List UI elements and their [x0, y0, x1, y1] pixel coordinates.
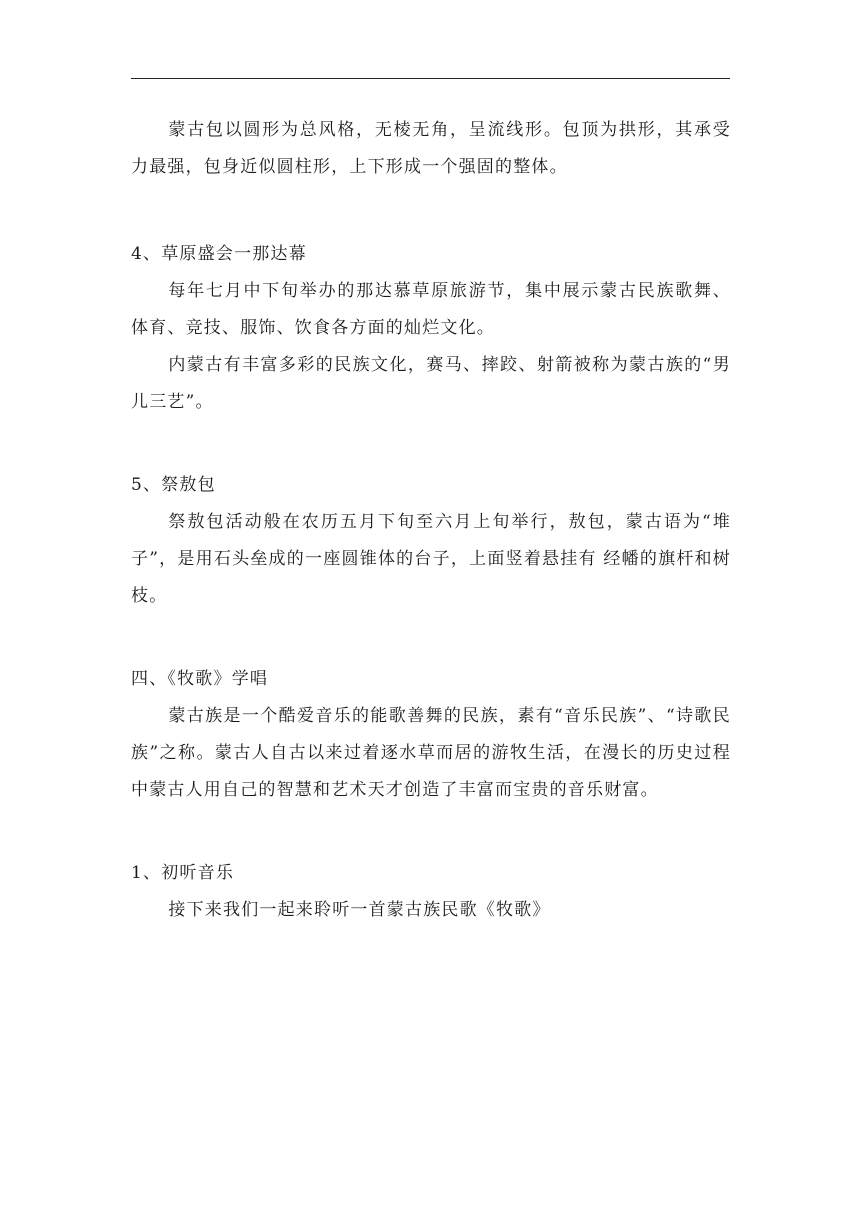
first-listen-paragraph: 接下来我们一起来聆听一首蒙古族民歌《牧歌》: [168, 900, 551, 920]
spacer: [131, 421, 731, 467]
spacer: [131, 809, 731, 855]
document-body: [131, 112, 731, 929]
section-heading-aobao: 5、祭敖包: [131, 475, 216, 495]
intro-paragraph: 蒙古包以圆形为总风格，无棱无角，呈流线形。包顶为拱形，其承受力最强，包身近似圆柱形，上下形成一个强固的整体。: [131, 120, 731, 177]
section-heading-song-learning: 四、《牧歌》学唱: [131, 669, 269, 689]
section-heading-first-listen: 1、初听音乐: [131, 863, 235, 883]
header-rule: [131, 78, 730, 79]
section-heading-naadam: 4、草原盛会一那达幕: [131, 244, 307, 264]
spacer: [131, 186, 731, 236]
song-learning-paragraph: 蒙古族是一个酷爱音乐的能歌善舞的民族，素有“音乐民族”、“诗歌民族”之称。蒙古人自古以来过着逐水草而居的游牧生活，在漫长的历史过程中蒙古人用自己的智慧和艺术天才创造了丰富而宝贵的音乐财富。: [131, 706, 731, 800]
aobao-paragraph: 祭敖包活动般在农历五月下旬至六月上旬举行，敖包，蒙古语为“堆子”，是用石头垒成的一座圆锥体的台子，上面竖着悬挂有 经幡的旗杆和树枝。: [131, 512, 731, 606]
naadam-paragraph-2: 内蒙古有丰富多彩的民族文化，赛马、摔跤、射箭被称为蒙古族的“男儿三艺”。: [131, 355, 731, 412]
spacer: [131, 615, 731, 661]
naadam-paragraph-1: 每年七月中下旬举办的那达慕草原旅游节，集中展示蒙古民族歌舞、体育、竞技、服饰、饮食各方面的灿烂文化。: [131, 281, 731, 338]
